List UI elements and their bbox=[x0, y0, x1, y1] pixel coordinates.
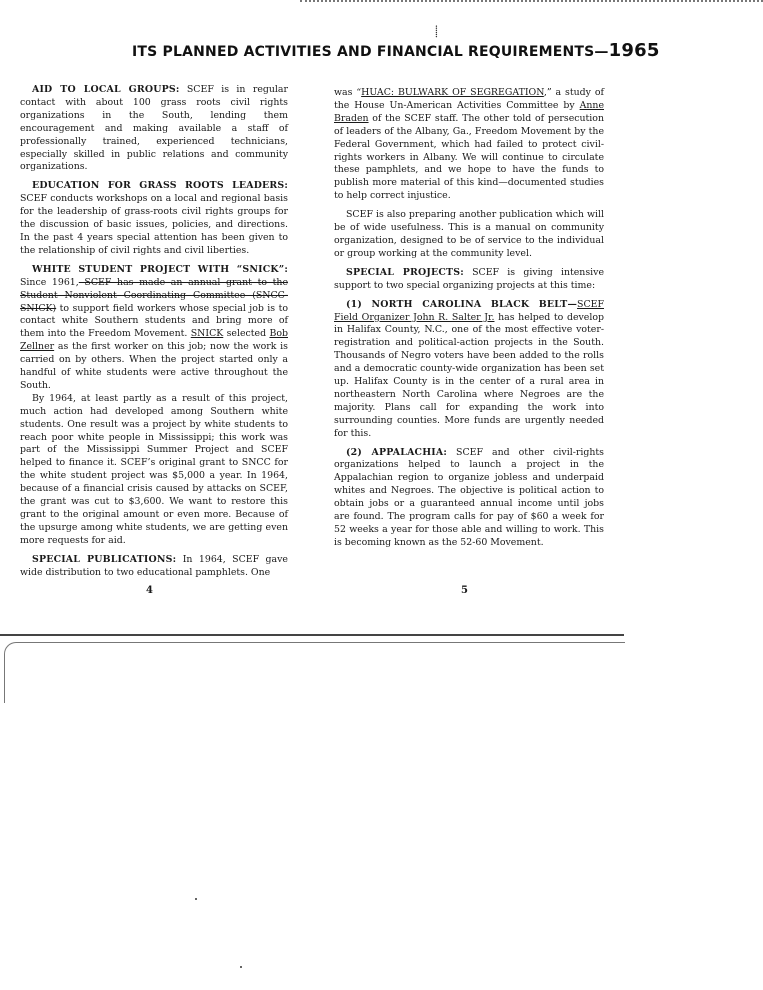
paragraph-by-1964 bbox=[20, 393, 288, 548]
paragraph-text: SCEF and other civil-rights organizations helped to launch a project in the Appalachian region to organize jobless and underpaid whites and Negroes. The objective is political action to obtain jobs or a guaranteed annual income until jobs are found. The program calls for pay of $60 a week for 52 weeks a year for those able and willing to work. This is becoming known as the 52-60 Movement. bbox=[334, 446, 604, 548]
underlined-name: SCEF Field Organizer John R. Salter Jr. bbox=[334, 298, 604, 323]
section-heading: AID TO LOCAL GROUPS: bbox=[32, 84, 180, 95]
paragraph-education bbox=[20, 180, 288, 257]
paragraph-special-projects bbox=[334, 267, 604, 293]
title-year: 1965 bbox=[608, 40, 660, 61]
scan-speck bbox=[195, 898, 197, 900]
section-heading: WHITE STUDENT PROJECT WITH “SNICK”: bbox=[32, 263, 288, 275]
section-heading: SPECIAL PROJECTS: bbox=[346, 266, 464, 278]
page-number-left: 4 bbox=[146, 585, 153, 596]
paragraph-text: Since 1961, bbox=[20, 276, 79, 288]
paragraph-text: In 1964, SCEF gave wide distribution to two educational pamphlets. One bbox=[20, 553, 288, 578]
paragraph-text: selected bbox=[223, 328, 270, 340]
paragraph-text: ,” a study of the House Un-American Activities Committee by bbox=[334, 87, 604, 111]
section-heading: SPECIAL PUBLICATIONS: bbox=[32, 553, 177, 565]
underlined-name: Anne Braden bbox=[334, 99, 604, 124]
underlined-text: SNICK bbox=[190, 328, 224, 340]
stray-mark: ⸽ bbox=[435, 25, 438, 38]
paragraph-text: as the first worker on this job; now the work is carried on by others. When the project started only a handful of white students were active throughout the South. bbox=[20, 341, 288, 391]
section-heading: EDUCATION FOR GRASS ROOTS LEADERS: bbox=[32, 180, 288, 192]
paragraph-manual bbox=[334, 209, 604, 261]
page-number-right: 5 bbox=[461, 585, 468, 596]
section-heading: (1) NORTH CAROLINA BLACK BELT— bbox=[346, 298, 578, 310]
paragraph-north-carolina bbox=[334, 299, 604, 441]
paragraph-text: SCEF conducts workshops on a local and regional basis for the leadership of grass-roots civil rights groups for the discussion of basic issues, policies, and directions. In the past 4 years special attention has been given to the relationship of civil rights and civil liberties. bbox=[20, 193, 288, 256]
paragraph-text: SCEF is giving intensive support to two special organizing projects at this time: bbox=[334, 266, 604, 291]
paragraph-text: has helped to develop in Halifax County, N.C., one of the most effective voter-registration and political-action projects in the South. Thousands of Negro voters have been added to the rolls and a democratic county-wide organization has been set up. Halifax County is in the center of a rural area in northeastern North Carolina where Negroes are the majority. Plans call for expanding the work into surrounding counties. More funds are urgently needed for this. bbox=[334, 311, 604, 439]
paragraph-white-student-project bbox=[20, 264, 288, 393]
paragraph-text: By 1964, at least partly as a result of this project, much action had developed among Southern white students. One result was a project by white students to reach poor white people in Mississippi; this work was part of the Mississippi Summer Project and SCEF helped to finance it. SCEF’s original grant to SNCC for the white student project was $5,000 a year. In 1964, because of a financial crisis caused by attacks on SCEF, the grant was cut to $3,600. We want to restore this grant to the original amount or even more. Because of the upsurge among white students, we are getting even more requests for aid. bbox=[20, 392, 288, 546]
underlined-name: Bob Zellner bbox=[20, 328, 288, 353]
paragraph-text: to support field workers whose special job is to contact white Southern students and bring more of them into the Freedom Movement. bbox=[20, 302, 288, 340]
scan-speck bbox=[240, 966, 242, 968]
scan-edge bbox=[300, 0, 763, 6]
paragraph-text: SCEF is in regular contact with about 100 grass roots civil rights organizations in the South, lending them encouragement and making available a staff of professionally trained, experienced technicians, especially skilled in public relations and community organizations. bbox=[20, 84, 288, 173]
paragraph-text: was “ bbox=[334, 87, 362, 98]
paragraph-appalachia bbox=[334, 447, 604, 550]
scan-corner-edge bbox=[4, 642, 625, 703]
paragraph-special-publications bbox=[20, 554, 288, 580]
paragraph-huac bbox=[334, 87, 604, 203]
section-heading: (2) APPALACHIA: bbox=[346, 446, 447, 458]
page-title bbox=[132, 40, 660, 61]
paragraph-aid-local-groups bbox=[20, 84, 288, 174]
right-column bbox=[334, 87, 604, 556]
paragraph-text: of the SCEF staff. The other told of persecution of leaders of the Albany, Ga., Freedom Movement by the Federal Government, which had failed to protect civil-rights workers in Albany. We will continue to circulate these pamphlets, and we hope to have the funds to publish more material of this kind—documented studies to help correct injustice. bbox=[334, 112, 604, 202]
title-text: ITS PLANNED ACTIVITIES AND FINANCIAL REQUIREMENTS— bbox=[132, 44, 609, 60]
page-divider bbox=[0, 634, 624, 636]
left-column bbox=[20, 84, 288, 586]
underlined-title: HUAC: BULWARK OF SEGREGATION bbox=[361, 87, 544, 98]
struck-text: SCEF has made an annual grant to the Student Nonviolent Coordinating Committee (SNCC-SNICK) bbox=[20, 276, 289, 314]
paragraph-text: SCEF is also preparing another publication which will be of wide usefulness. This is a manual on community organization, designed to be of service to the individual or group working at the community level. bbox=[334, 209, 604, 259]
